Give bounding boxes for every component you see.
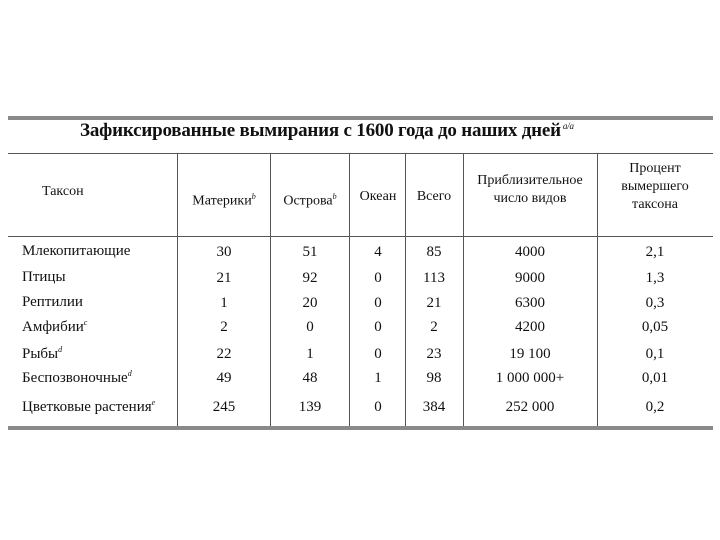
cell-islands: 0 bbox=[306, 319, 314, 335]
column-divider bbox=[177, 154, 178, 428]
cell-species: 252 000 bbox=[505, 399, 555, 415]
row-taxon-footnote: d bbox=[127, 369, 132, 378]
cell-islands: 48 bbox=[302, 370, 318, 386]
cell-ocean: 0 bbox=[374, 270, 382, 286]
header-islands-label: Острова bbox=[283, 193, 333, 209]
row-taxon-label: Птицы bbox=[22, 269, 66, 285]
cell-mainland: 245 bbox=[212, 399, 236, 415]
row-taxon-label: Цветковые растения bbox=[22, 399, 152, 415]
cell-ocean: 1 bbox=[374, 370, 382, 386]
row-taxon-label: Рыбы bbox=[22, 346, 59, 362]
header-mainland bbox=[180, 188, 268, 211]
cell-mainland: 1 bbox=[220, 295, 228, 311]
header-ocean: Океан bbox=[359, 189, 397, 204]
header-percent-line1: Процент bbox=[629, 161, 681, 176]
cell-species: 4200 bbox=[515, 319, 545, 335]
row-taxon-footnote: c bbox=[83, 318, 88, 327]
cell-percent: 2,1 bbox=[645, 244, 665, 260]
cell-species: 1 000 000+ bbox=[495, 370, 565, 386]
cell-species: 9000 bbox=[515, 270, 545, 286]
cell-percent: 0,3 bbox=[645, 295, 665, 311]
column-divider bbox=[270, 154, 271, 428]
cell-total: 384 bbox=[422, 399, 446, 415]
header-islands-note: b bbox=[332, 192, 337, 201]
row-taxon bbox=[22, 369, 132, 387]
column-divider bbox=[349, 154, 350, 428]
cell-total: 98 bbox=[426, 370, 442, 386]
header-taxon: Таксон bbox=[42, 184, 84, 199]
header-mainland-note: b bbox=[251, 192, 256, 201]
header-approx-line2: число видов bbox=[493, 191, 567, 206]
row-taxon-footnote: d bbox=[58, 345, 63, 354]
cell-islands: 139 bbox=[298, 399, 322, 415]
header-total: Всего bbox=[416, 189, 452, 204]
header-islands bbox=[272, 188, 348, 211]
cell-mainland: 49 bbox=[216, 370, 232, 386]
cell-ocean: 0 bbox=[374, 399, 382, 415]
row-taxon-label: Млекопитающие bbox=[22, 243, 131, 259]
cell-ocean: 4 bbox=[374, 244, 382, 260]
cell-islands: 92 bbox=[302, 270, 318, 286]
cell-total: 2 bbox=[430, 319, 438, 335]
row-taxon-label: Амфибии bbox=[22, 319, 84, 335]
table-title bbox=[80, 120, 680, 142]
cell-mainland: 21 bbox=[216, 270, 232, 286]
row-taxon-label: Беспозвоночные bbox=[22, 370, 128, 386]
row-taxon bbox=[22, 345, 62, 363]
column-divider bbox=[597, 154, 598, 428]
cell-percent: 0,1 bbox=[645, 346, 665, 362]
cell-mainland: 22 bbox=[216, 346, 232, 362]
cell-islands: 51 bbox=[302, 244, 318, 260]
header-approx-species bbox=[465, 172, 595, 208]
cell-percent: 1,3 bbox=[645, 270, 665, 286]
column-divider bbox=[463, 154, 464, 428]
table-title-text: Зафиксированные вымирания с 1600 года до наших дней bbox=[80, 120, 561, 141]
row-taxon-label: Рептилии bbox=[22, 294, 83, 310]
header-percent-extinct bbox=[600, 160, 710, 214]
cell-total: 113 bbox=[423, 270, 445, 286]
cell-percent: 0,05 bbox=[641, 319, 669, 335]
cell-percent: 0,01 bbox=[641, 370, 669, 386]
header-percent-line2: вымершего bbox=[621, 179, 689, 194]
table-header-rule bbox=[8, 236, 713, 237]
cell-species: 6300 bbox=[515, 295, 545, 311]
row-taxon-footnote: e bbox=[151, 398, 156, 407]
cell-species: 4000 bbox=[515, 244, 545, 260]
table-top-rule bbox=[8, 153, 713, 154]
row-taxon bbox=[22, 269, 66, 286]
cell-mainland: 30 bbox=[216, 244, 232, 260]
cell-percent: 0,2 bbox=[645, 399, 665, 415]
cell-ocean: 0 bbox=[374, 346, 382, 362]
row-taxon bbox=[22, 318, 87, 336]
cell-total: 85 bbox=[426, 244, 442, 260]
row-taxon bbox=[22, 398, 155, 416]
header-approx-line1: Приблизительное bbox=[477, 173, 583, 188]
cell-ocean: 0 bbox=[374, 319, 382, 335]
header-mainland-label: Материки bbox=[192, 193, 252, 209]
header-percent-line3: таксона bbox=[632, 197, 678, 212]
cell-mainland: 2 bbox=[220, 319, 228, 335]
row-taxon bbox=[22, 294, 83, 311]
cell-total: 21 bbox=[426, 295, 442, 311]
bottom-border-bar bbox=[8, 426, 713, 430]
cell-ocean: 0 bbox=[374, 295, 382, 311]
title-footnote-mark: a/a bbox=[562, 120, 574, 131]
cell-total: 23 bbox=[426, 346, 442, 362]
cell-species: 19 100 bbox=[509, 346, 551, 362]
cell-islands: 20 bbox=[302, 295, 318, 311]
row-taxon bbox=[22, 243, 130, 260]
cell-islands: 1 bbox=[306, 346, 314, 362]
